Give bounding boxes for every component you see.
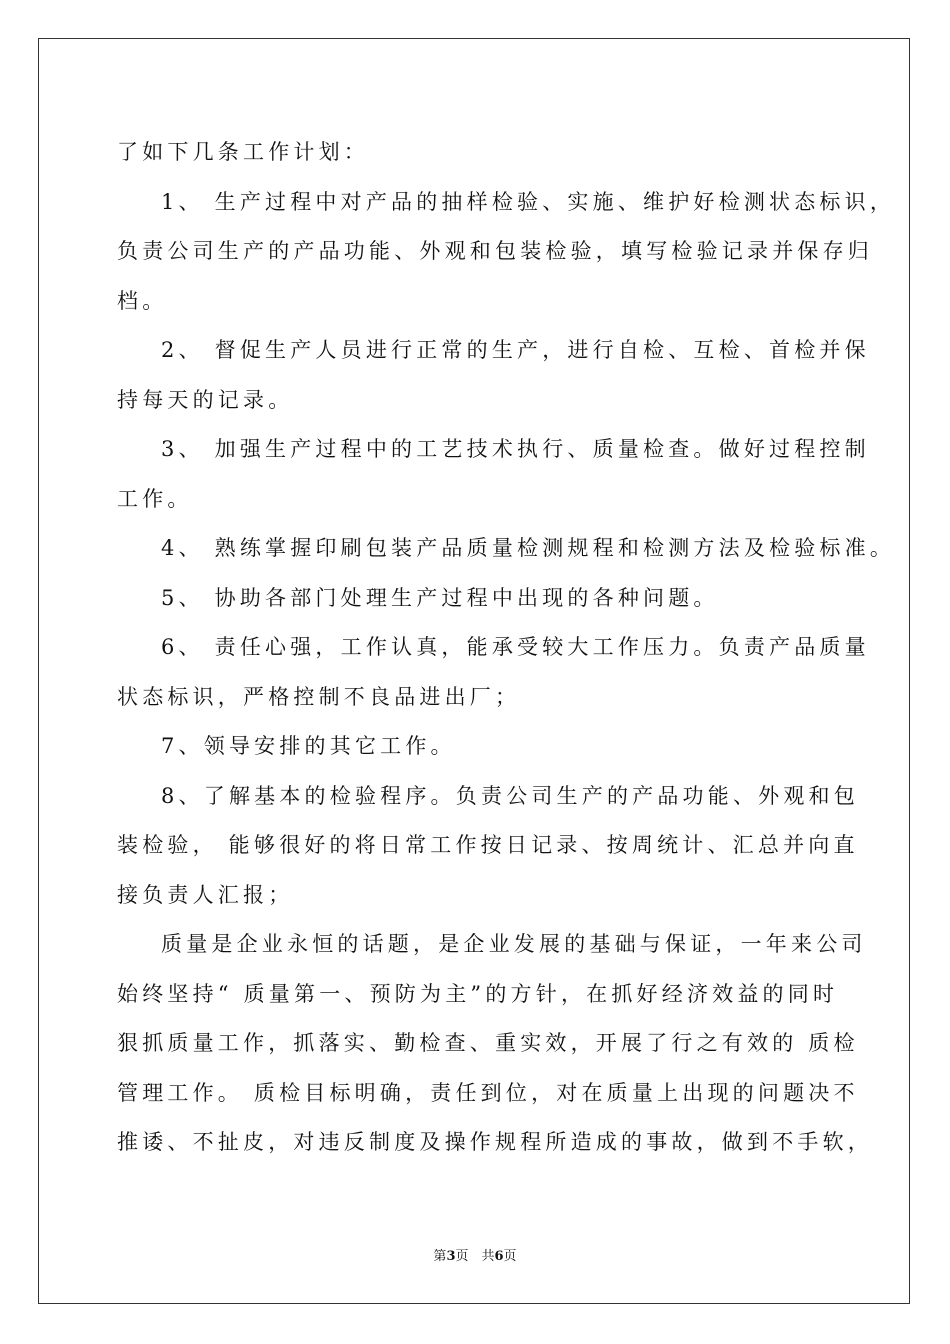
page-footer xyxy=(0,1245,950,1264)
text-line: 质量是企业永恒的话题，是企业发展的基础与保证，一年来公司 xyxy=(161,932,867,956)
footer-prefix: 第 xyxy=(433,1249,447,1264)
text-line: 状态标识，严格控制不良品进出厂； xyxy=(117,684,521,709)
text-line: 档。 xyxy=(117,288,168,313)
text-line: 装检验， 能够很好的将日常工作按日记录、按周统计、汇总并向直 xyxy=(117,833,859,857)
text-line: 4、 熟练掌握印刷包装产品质量检测规程和检测方法及检验标准。 xyxy=(161,536,896,560)
text-line: 管理工作。 质检目标明确，责任到位，对在质量上出现的问题决不 xyxy=(117,1080,859,1105)
text-line: 持每天的记录。 xyxy=(117,387,294,412)
text-line: 2、 督促生产人员进行正常的生产，进行自检、互检、首检并保 xyxy=(161,338,870,362)
text-line: 工作。 xyxy=(117,486,193,511)
total-page-number: 6 xyxy=(494,1249,504,1264)
text-line: 8、了解基本的检验程序。负责公司生产的产品功能、外观和包 xyxy=(161,783,859,808)
text-line: 推诿、不扯皮，对违反制度及操作规程所造成的事故，做到不手软， xyxy=(117,1130,873,1154)
current-page-number: 3 xyxy=(446,1249,456,1264)
document-body xyxy=(117,128,896,1168)
footer-suffix: 页 xyxy=(503,1249,517,1264)
footer-mid: 页 共 xyxy=(455,1249,495,1264)
text-line: 7、领导安排的其它工作。 xyxy=(161,734,456,758)
text-line: 始终坚持“ 质量第一、预防为主”的方针，在抓好经济效益的同时 xyxy=(117,981,839,1006)
text-line: 接负责人汇报； xyxy=(117,882,294,907)
text-line: 狠抓质量工作，抓落实、勤检查、重实效，开展了行之有效的 质检 xyxy=(117,1031,859,1055)
text-line: 6、 责任心强，工作认真，能承受较大工作压力。负责产品质量 xyxy=(161,635,870,659)
text-line: 1、 生产过程中对产品的抽样检验、实施、维护好检测状态标识， xyxy=(161,189,896,214)
text-line: 3、 加强生产过程中的工艺技术执行、质量检查。做好过程控制 xyxy=(161,437,870,461)
text-line: 了如下几条工作计划： xyxy=(117,140,369,164)
text-line: 负责公司生产的产品功能、外观和包装检验，填写检验记录并保存归 xyxy=(117,239,873,263)
text-line: 5、 协助各部门处理生产过程中出现的各种问题。 xyxy=(161,585,719,610)
